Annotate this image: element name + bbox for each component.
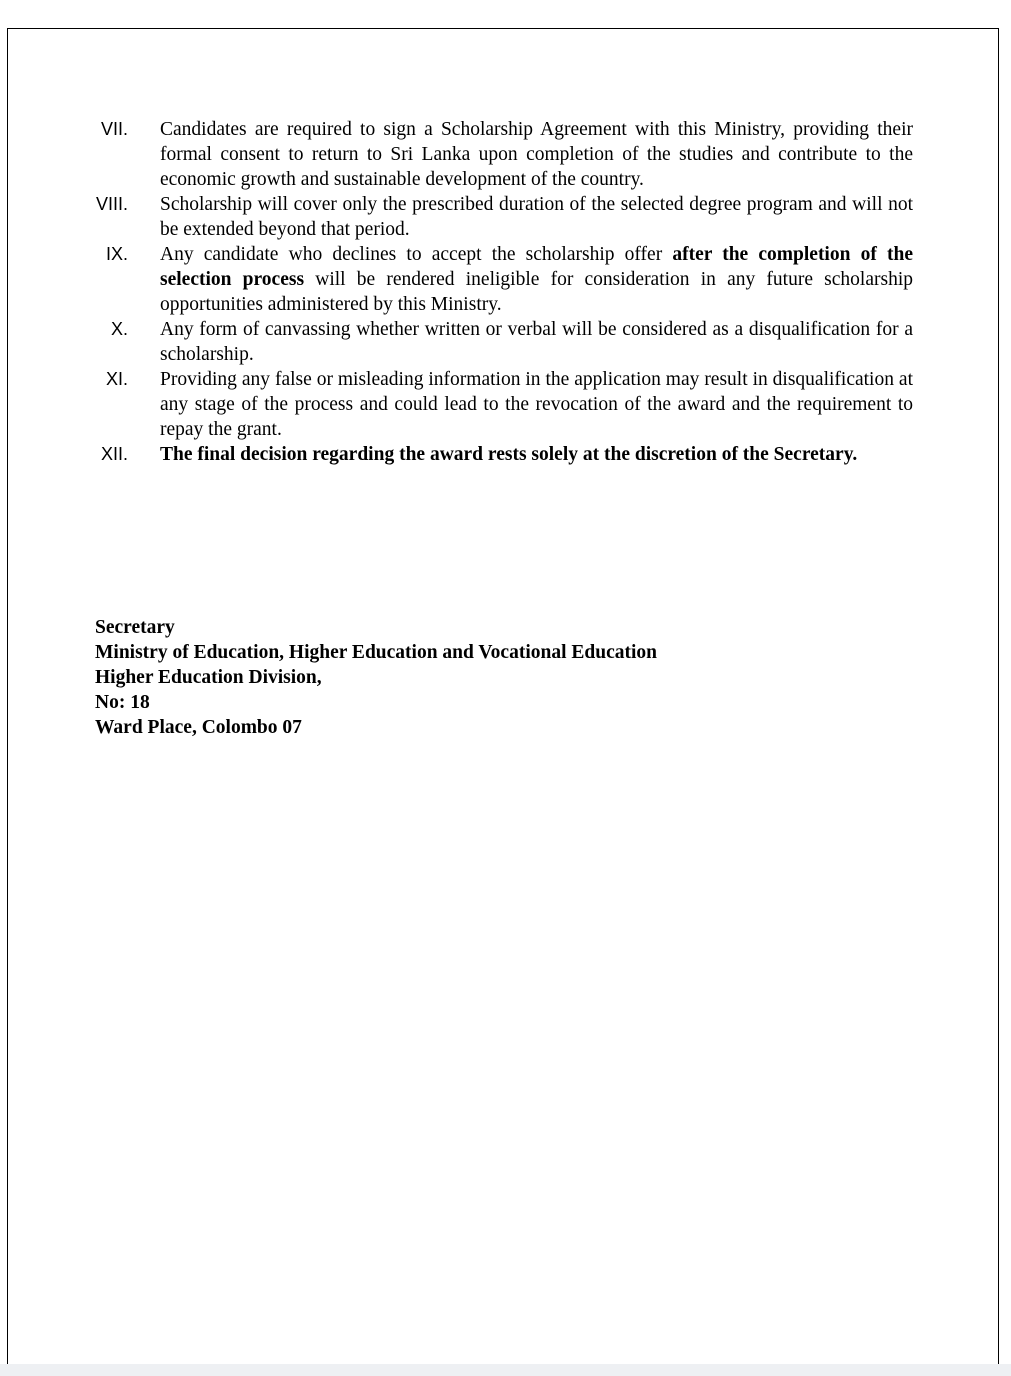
clause-number: VII. xyxy=(100,119,128,139)
clause-text: Any form of canvassing whether written or verbal will be considered as a disqualification for a scholarship. xyxy=(160,319,913,365)
signature-ministry: Ministry of Education, Higher Education and Vocational Education xyxy=(95,642,657,663)
clause-xi xyxy=(8,367,1000,442)
clause-text: Providing any false or misleading information in the application may result in disqualification at any stage of the process and could lead to the revocation of the award and the requirement to repay the grant. xyxy=(160,369,913,440)
clause-text-part: will be rendered ineligible for consideration in any future scholarship opportunities administered by this Ministry. xyxy=(160,269,913,315)
clause-xii xyxy=(8,442,1000,467)
clause-text xyxy=(160,242,913,317)
clause-number: IX. xyxy=(105,244,128,264)
signature-block xyxy=(95,615,657,740)
clause-text-part: Any candidate who declines to accept the scholarship offer xyxy=(160,244,673,265)
clause-number: XI. xyxy=(105,369,128,389)
clause-text: The final decision regarding the award rests solely at the discretion of the Secretary. xyxy=(160,444,858,465)
signature-title: Secretary xyxy=(95,617,175,638)
viewer-bottom-edge xyxy=(0,1364,1011,1376)
document-page xyxy=(7,28,999,1368)
clause-number: XII. xyxy=(100,444,128,464)
clause-viii xyxy=(8,192,1000,242)
clause-ix xyxy=(8,242,1000,317)
clause-text-emphasis: after the completion of the selection process xyxy=(160,244,914,290)
clause-x xyxy=(8,317,1000,367)
clause-text: Candidates are required to sign a Scholarship Agreement with this Ministry, providing their formal consent to return to Sri Lanka upon completion of the studies and contribute to the economic growth and sustainable development of the country. xyxy=(160,119,913,190)
clause-list xyxy=(8,117,1000,467)
clause-vii xyxy=(8,117,1000,192)
signature-address: Ward Place, Colombo 07 xyxy=(95,717,302,738)
clause-number: X. xyxy=(110,319,128,339)
clause-number: VIII. xyxy=(95,194,128,214)
signature-division: Higher Education Division, xyxy=(95,667,322,688)
clause-text: Scholarship will cover only the prescribed duration of the selected degree program and will not be extended beyond that period. xyxy=(160,194,913,240)
signature-number: No: 18 xyxy=(95,692,150,713)
